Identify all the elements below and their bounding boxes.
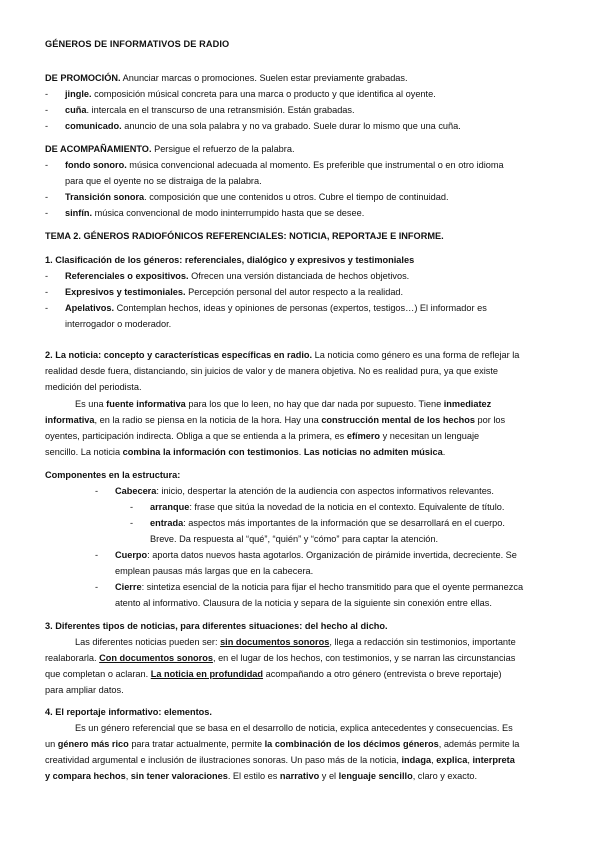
section-2-heading: 2. La noticia: concepto y características específicas en radio. La noticia como género es una forma de reflejar la <box>45 350 520 360</box>
paragraph-line: oyentes, participación indirecta. Obliga a que se entienda a la primera, es efímero y necesitan un lenguaje <box>45 431 480 441</box>
list-item-continuation: Breve. Da respuesta al “qué”, “quién” y “cómo” para captar la atención. <box>150 534 439 544</box>
paragraph-line: Es una fuente informativa para los que lo leen, no hay que dar nada por supuesto. Tiene inmediatez <box>75 399 492 409</box>
paragraph-line: que completan o aclaran. La noticia en profundidad acompañando a otro género (entrevista o breve reportaje) <box>45 669 502 679</box>
section-4-heading: 4. El reportaje informativo: elementos. <box>45 707 212 717</box>
paragraph-line: sencillo. La noticia combina la información con testimonios. Las noticias no admiten música. <box>45 447 446 457</box>
list-item-continuation: atento al informativo. Clausura de la noticia y separa de la siguiente sin conexión entre ellas. <box>115 598 492 608</box>
list-item: - Transición sonora. composición que une contenidos u otros. Cubre el tiempo de continuidad. <box>45 192 449 202</box>
componentes-heading: Componentes en la estructura: <box>45 470 181 480</box>
list-item: - comunicado. anuncio de una sola palabra y no va grabado. Suele durar lo mismo que una cuña. <box>45 121 461 131</box>
acompanamiento-heading: DE ACOMPAÑAMIENTO. Persigue el refuerzo de la palabra. <box>45 144 295 154</box>
paragraph-line: un género más rico para tratar actualmente, permite la combinación de los décimos géneros, además permite la <box>45 739 520 749</box>
list-item-continuation: para que el oyente no se distraiga de la palabra. <box>65 176 262 186</box>
list-item: - Apelativos. Contemplan hechos, ideas y opiniones de personas (expertos, testigos…) El informador es <box>45 303 487 313</box>
paragraph-line: realidad desde fuera, distanciando, sin juicios de valor y de manera objetiva. No es realidad pura, ya que existe <box>45 366 499 376</box>
paragraph-line: y compara hechos, sin tener valoraciones. El estilo es narrativo y el lenguaje sencillo, claro y exacto. <box>45 771 478 781</box>
paragraph-line: medición del periodista. <box>45 382 142 392</box>
paragraph-line: informativa, en la radio se piensa en la noticia de la hora. Hay una construcción mental de los hechos por los <box>45 415 506 425</box>
paragraph-line: Las diferentes noticias pueden ser: sin documentos sonoros, llega a redacción sin testimonios, importante <box>75 637 516 647</box>
tema-2-heading: TEMA 2. GÉNEROS RADIOFÓNICOS REFERENCIALES: NOTICIA, REPORTAJE E INFORME. <box>45 231 444 241</box>
list-item: - Cierre: sintetiza esencial de la noticia para fijar el hecho transmitido para que el oyente permanezca <box>95 582 524 592</box>
list-item: - fondo sonoro. música convencional adecuada al momento. Es preferible que instrumental o en otro idioma <box>45 160 504 170</box>
list-item: - Referenciales o expositivos. Ofrecen una versión distanciada de hechos objetivos. <box>45 271 410 281</box>
list-item: - entrada: aspectos más importantes de la información que se desarrollará en el cuerpo. <box>130 518 505 528</box>
list-item-continuation: interrogador o moderador. <box>65 319 172 329</box>
section-1-heading: 1. Clasificación de los géneros: referenciales, dialógico y expresivos y testimoniales <box>45 255 415 265</box>
document-title: GÉNEROS DE INFORMATIVOS DE RADIO <box>45 39 230 49</box>
list-item: - Cabecera: inicio, despertar la atención de la audiencia con aspectos informativos relevantes. <box>95 486 494 496</box>
paragraph-line: Es un género referencial que se basa en el desarrollo de noticia, explica antecedentes y consecuencias. Es <box>75 723 513 733</box>
promocion-heading: DE PROMOCIÓN. Anunciar marcas o promociones. Suelen estar previamente grabadas. <box>45 73 408 83</box>
paragraph-line: realaborarla. Con documentos sonoros, en el lugar de los hechos, con testimonios, y se narran las circunstancias <box>45 653 516 663</box>
section-3-heading: 3. Diferentes tipos de noticias, para diferentes situaciones: del hecho al dicho. <box>45 621 388 631</box>
paragraph-line: creatividad argumental e inclusión de ilustraciones sonoras. Un paso más de la noticia, indaga, explica, interpreta <box>45 755 515 765</box>
list-item: - jingle. composición músical concreta para una marca o producto y que identifica al oyente. <box>45 89 436 99</box>
list-item: - Cuerpo: aporta datos nuevos hasta agotarlos. Organización de pirámide invertida, decreciente. Se <box>95 550 517 560</box>
paragraph-line: para ampliar datos. <box>45 685 124 695</box>
list-item: - cuña. intercala en el transcurso de una retransmisión. Están grabadas. <box>45 105 355 115</box>
list-item: - Expresivos y testimoniales. Percepción personal del autor respecto a la realidad. <box>45 287 404 297</box>
list-item: - arranque: frase que sitúa la novedad de la noticia en el contexto. Equivalente de título. <box>130 502 505 512</box>
list-item-continuation: emplean pausas más largas que en la cabecera. <box>115 566 314 576</box>
list-item: - sinfín. música convencional de modo ininterrumpido hasta que se desee. <box>45 208 365 218</box>
